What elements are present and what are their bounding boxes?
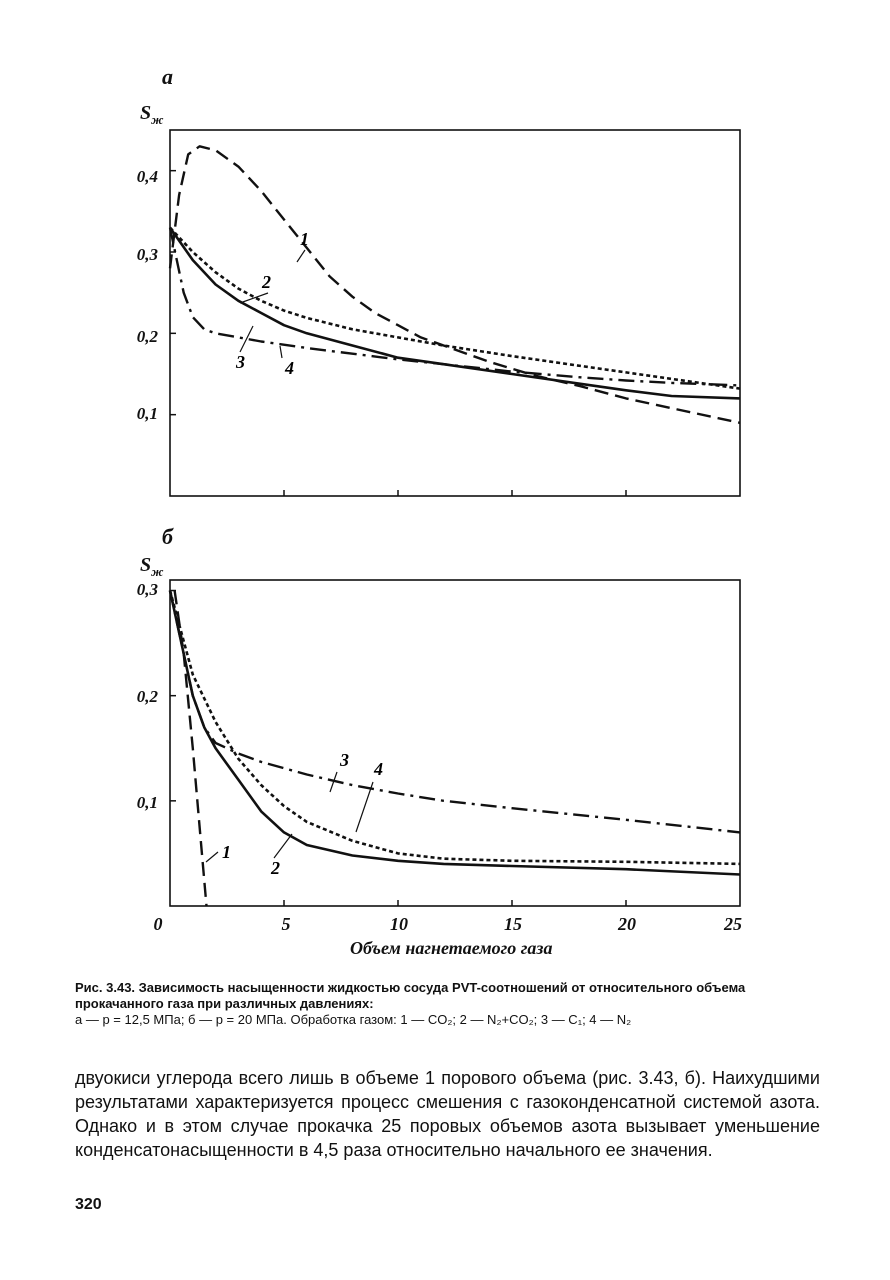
- ytick-a: 0,4: [136, 167, 158, 186]
- series-line-4: [170, 591, 740, 833]
- ytick-a: 0,1: [136, 404, 158, 423]
- series-leader-2: [274, 834, 292, 858]
- series-label-4: 4: [285, 358, 294, 378]
- series-leader-4: [280, 346, 282, 358]
- series-label-4: 4: [374, 759, 383, 779]
- panel-b-letter: б: [162, 524, 173, 549]
- caption-legend: а — p = 12,5 МПа; б — p = 20 МПа. Обработка газом: 1 — CO₂; 2 — N₂+CO₂; 3 — C₁; 4 — N₂: [75, 1012, 632, 1027]
- body-paragraph: двуокиси углерода всего лишь в объеме 1 порового объема (рис. 3.43, б). Наихудшими результатами характеризуется процесс смешения с газоконденсатной системой азота. Однако и в этом случае прокачка 25 поровых объемов азота вызывает уменьшение конденсатонасыщенности в 4,5 раза относительно начального ее значения.: [75, 1068, 820, 1160]
- series-leader-1: [206, 852, 218, 862]
- xtick: 0: [153, 914, 163, 934]
- series-label-2: 2: [271, 858, 280, 878]
- xtick: 15: [504, 914, 522, 934]
- panel-b-ylabel: $S_ж$: [140, 554, 164, 579]
- series-line-2: [170, 228, 740, 389]
- series-line-3: [170, 228, 740, 399]
- series-line-4: [170, 228, 740, 386]
- panel-a-ylabel: $S_ж$: [140, 102, 164, 127]
- xtick: 25: [724, 914, 742, 934]
- ytick-b: 0,3: [136, 580, 158, 599]
- panel-b-plot: [170, 580, 740, 906]
- page-number: 320: [75, 1196, 102, 1213]
- xtick: 10: [390, 914, 408, 934]
- plot-frame: [170, 580, 740, 906]
- series-label-1: 1: [300, 229, 309, 249]
- panel-a-plot: [170, 130, 740, 496]
- panel-a-letter: а: [162, 64, 173, 89]
- caption-title: Рис. 3.43. Зависимость насыщенности жидкостью сосуда PVT-соотношений от относительного объема прокачанного газа при различных давлениях:: [75, 980, 746, 1011]
- series-label-3: 3: [236, 352, 245, 372]
- ytick-b: 0,1: [136, 793, 158, 812]
- figure-caption: [75, 980, 820, 1028]
- ytick-a: 0,2: [136, 327, 158, 346]
- ytick-b: 0,2: [136, 687, 158, 706]
- series-line-2: [170, 591, 740, 864]
- xtick: 5: [281, 914, 291, 934]
- series-leader-1: [297, 250, 305, 262]
- series-label-3: 3: [340, 750, 349, 770]
- series-leader-4: [356, 782, 373, 832]
- series-label-1: 1: [222, 842, 231, 862]
- series-label-2: 2: [262, 272, 271, 292]
- series-line-3: [170, 591, 740, 875]
- ytick-a: 0,3: [136, 245, 158, 264]
- x-axis-label: Объем нагнетаемого газа: [350, 938, 553, 958]
- xtick: 20: [618, 914, 636, 934]
